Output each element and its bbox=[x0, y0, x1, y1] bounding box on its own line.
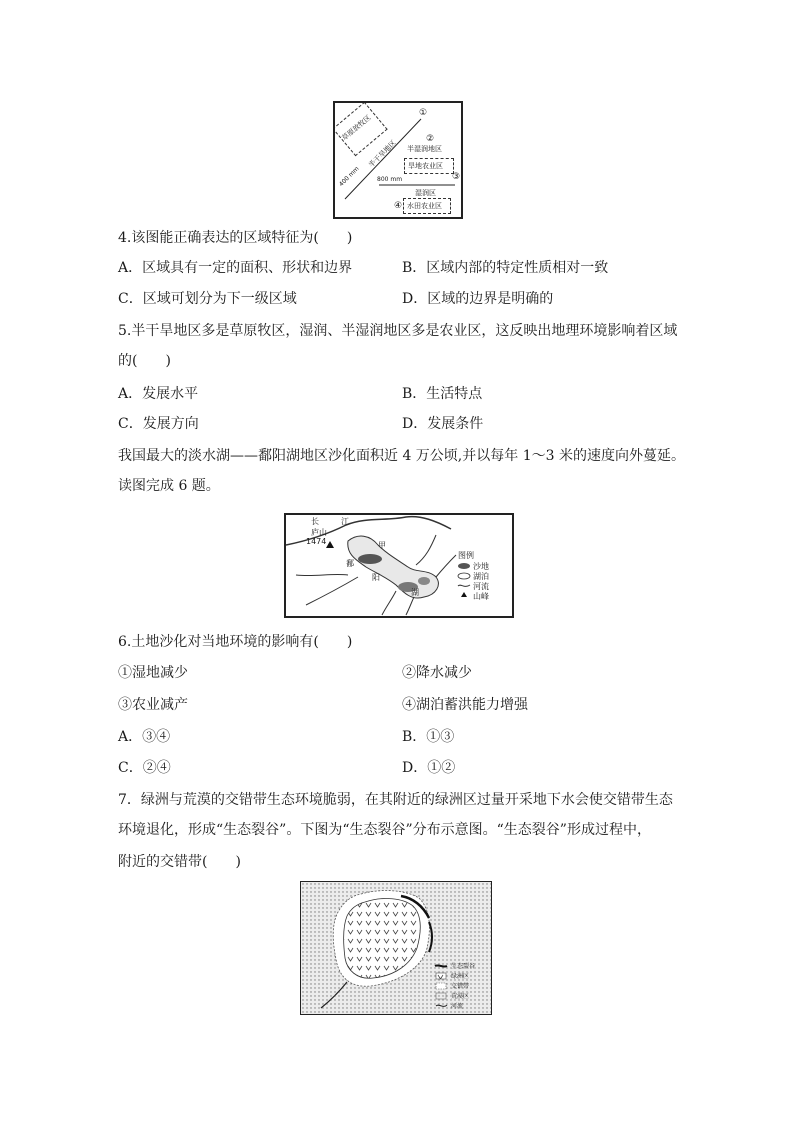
river bbox=[296, 574, 348, 575]
q5-option-c[interactable]: C．发展方向 bbox=[118, 416, 199, 432]
marker-1: ① bbox=[419, 108, 428, 118]
q5-option-d[interactable]: D．发展条件 bbox=[402, 416, 484, 432]
q4-option-d[interactable]: D．区域的边界是明确的 bbox=[402, 291, 554, 307]
q6-intro-line1: 我国最大的淡水湖——鄱阳湖地区沙化面积近 4 万公顷,并以每年 1～3 米的速度向外蔓延。 bbox=[118, 448, 685, 464]
legend-oasis-label: 绿洲区 bbox=[451, 973, 470, 980]
q6-option-b[interactable]: B．①③ bbox=[402, 729, 455, 745]
legend-ecotone-swatch bbox=[436, 983, 446, 989]
q6-intro-line2: 读图完成 6 题。 bbox=[118, 478, 220, 494]
legend-rift-label: 生态裂谷 bbox=[451, 963, 476, 970]
q4-option-b[interactable]: B．区域内部的特定性质相对一致 bbox=[402, 260, 609, 276]
marker-3: ③ bbox=[452, 172, 461, 182]
q5-option-a[interactable]: A．发展水平 bbox=[118, 386, 199, 402]
marker-2: ② bbox=[426, 134, 435, 144]
label-jiang: 江 bbox=[341, 517, 349, 526]
q6-statement-2: ②降水减少 bbox=[402, 665, 472, 681]
legend-ecotone-label: 交错带 bbox=[451, 983, 470, 990]
q6-statement-4: ④湖泊蓄洪能力增强 bbox=[402, 697, 528, 713]
river bbox=[416, 535, 436, 565]
legend-lake-label: 湖泊 bbox=[473, 572, 489, 581]
isohyet-800-label: 800 mm bbox=[377, 176, 403, 183]
lushan-peak-icon bbox=[326, 541, 334, 548]
figure-region-diagram bbox=[333, 101, 463, 219]
label-lushan: 庐山 bbox=[311, 528, 327, 537]
q5-option-b[interactable]: B．生活特点 bbox=[402, 386, 483, 402]
label-hu: 湖 bbox=[411, 588, 419, 597]
legend-title: 图例 bbox=[458, 551, 474, 560]
legend-river-swatch bbox=[458, 585, 470, 586]
legend-lake-swatch bbox=[458, 573, 470, 579]
q6-statement-3: ③农业减产 bbox=[118, 697, 188, 713]
marker-4: ④ bbox=[394, 201, 403, 211]
q6-option-d[interactable]: D．①② bbox=[402, 760, 456, 776]
river bbox=[436, 555, 456, 577]
river bbox=[306, 577, 358, 605]
legend-peak-icon bbox=[461, 592, 467, 597]
figure-ecological-rift bbox=[300, 881, 492, 1015]
label-jia: 甲 bbox=[378, 541, 386, 550]
q7-stem-line2: 环境退化，形成“生态裂谷”。下图为“生态裂谷”分布示意图。“生态裂谷”形成过程中， bbox=[118, 822, 651, 838]
legend-rift-swatch bbox=[435, 965, 447, 966]
q4-option-c[interactable]: C．区域可划分为下一级区域 bbox=[118, 291, 297, 307]
poyang-lake bbox=[348, 536, 439, 598]
legend-desert-label: 荒漠区 bbox=[451, 993, 470, 1000]
river bbox=[382, 591, 396, 615]
figure-poyang-map bbox=[284, 513, 514, 618]
label-po: 鄱 bbox=[346, 559, 354, 568]
q7-stem-line1: 7．绿洲与荒漠的交错带生态环境脆弱，在其附近的绿洲区过量开采地下水会使交错带生态 bbox=[118, 792, 673, 808]
q4-option-a[interactable]: A．区域具有一定的面积、形状和边界 bbox=[118, 260, 353, 276]
legend-sand-swatch bbox=[458, 563, 470, 569]
legend-desert-swatch bbox=[436, 993, 446, 999]
q6-stem: 6.土地沙化对当地环境的影响有( ) bbox=[118, 634, 353, 650]
isohyet-400-label: 400 mm bbox=[337, 165, 361, 188]
q5-stem-line2: 的( ) bbox=[118, 353, 171, 369]
q6-statement-1: ①湿地减少 bbox=[118, 665, 188, 681]
dry-farming-label: 旱地农业区 bbox=[408, 162, 443, 170]
q6-option-a[interactable]: A．③④ bbox=[118, 729, 171, 745]
label-elevation: 1474 bbox=[306, 537, 327, 546]
legend-river-label: 河流 bbox=[473, 582, 489, 591]
label-yang: 阳 bbox=[372, 573, 380, 582]
sand-patch bbox=[418, 577, 430, 585]
q5-stem-line1: 5.半干旱地区多是草原牧区，湿润、半湿润地区多是农业区，这反映出地理环境影响着区域 bbox=[118, 323, 678, 339]
river bbox=[406, 597, 414, 615]
legend-oasis-swatch bbox=[436, 973, 446, 979]
legend-river-label: 河流 bbox=[451, 1003, 464, 1010]
sand-patch bbox=[358, 554, 382, 564]
grassland-zone-label: 草原放牧区 bbox=[340, 113, 373, 143]
humid-label: 湿润区 bbox=[415, 189, 436, 197]
q6-option-c[interactable]: C．②④ bbox=[118, 760, 171, 776]
legend-peak-label: 山峰 bbox=[473, 592, 489, 601]
semi-arid-label: 半干旱地区 bbox=[367, 138, 398, 170]
q7-stem-line3: 附近的交错带( ) bbox=[118, 854, 241, 870]
label-chang: 长 bbox=[311, 517, 319, 526]
legend-sand-label: 沙地 bbox=[473, 562, 489, 571]
q4-stem: 4.该图能正确表达的区域特征为( ) bbox=[118, 230, 353, 246]
paddy-farming-label: 水田农业区 bbox=[407, 202, 442, 210]
semi-humid-label: 半湿润地区 bbox=[407, 145, 442, 153]
